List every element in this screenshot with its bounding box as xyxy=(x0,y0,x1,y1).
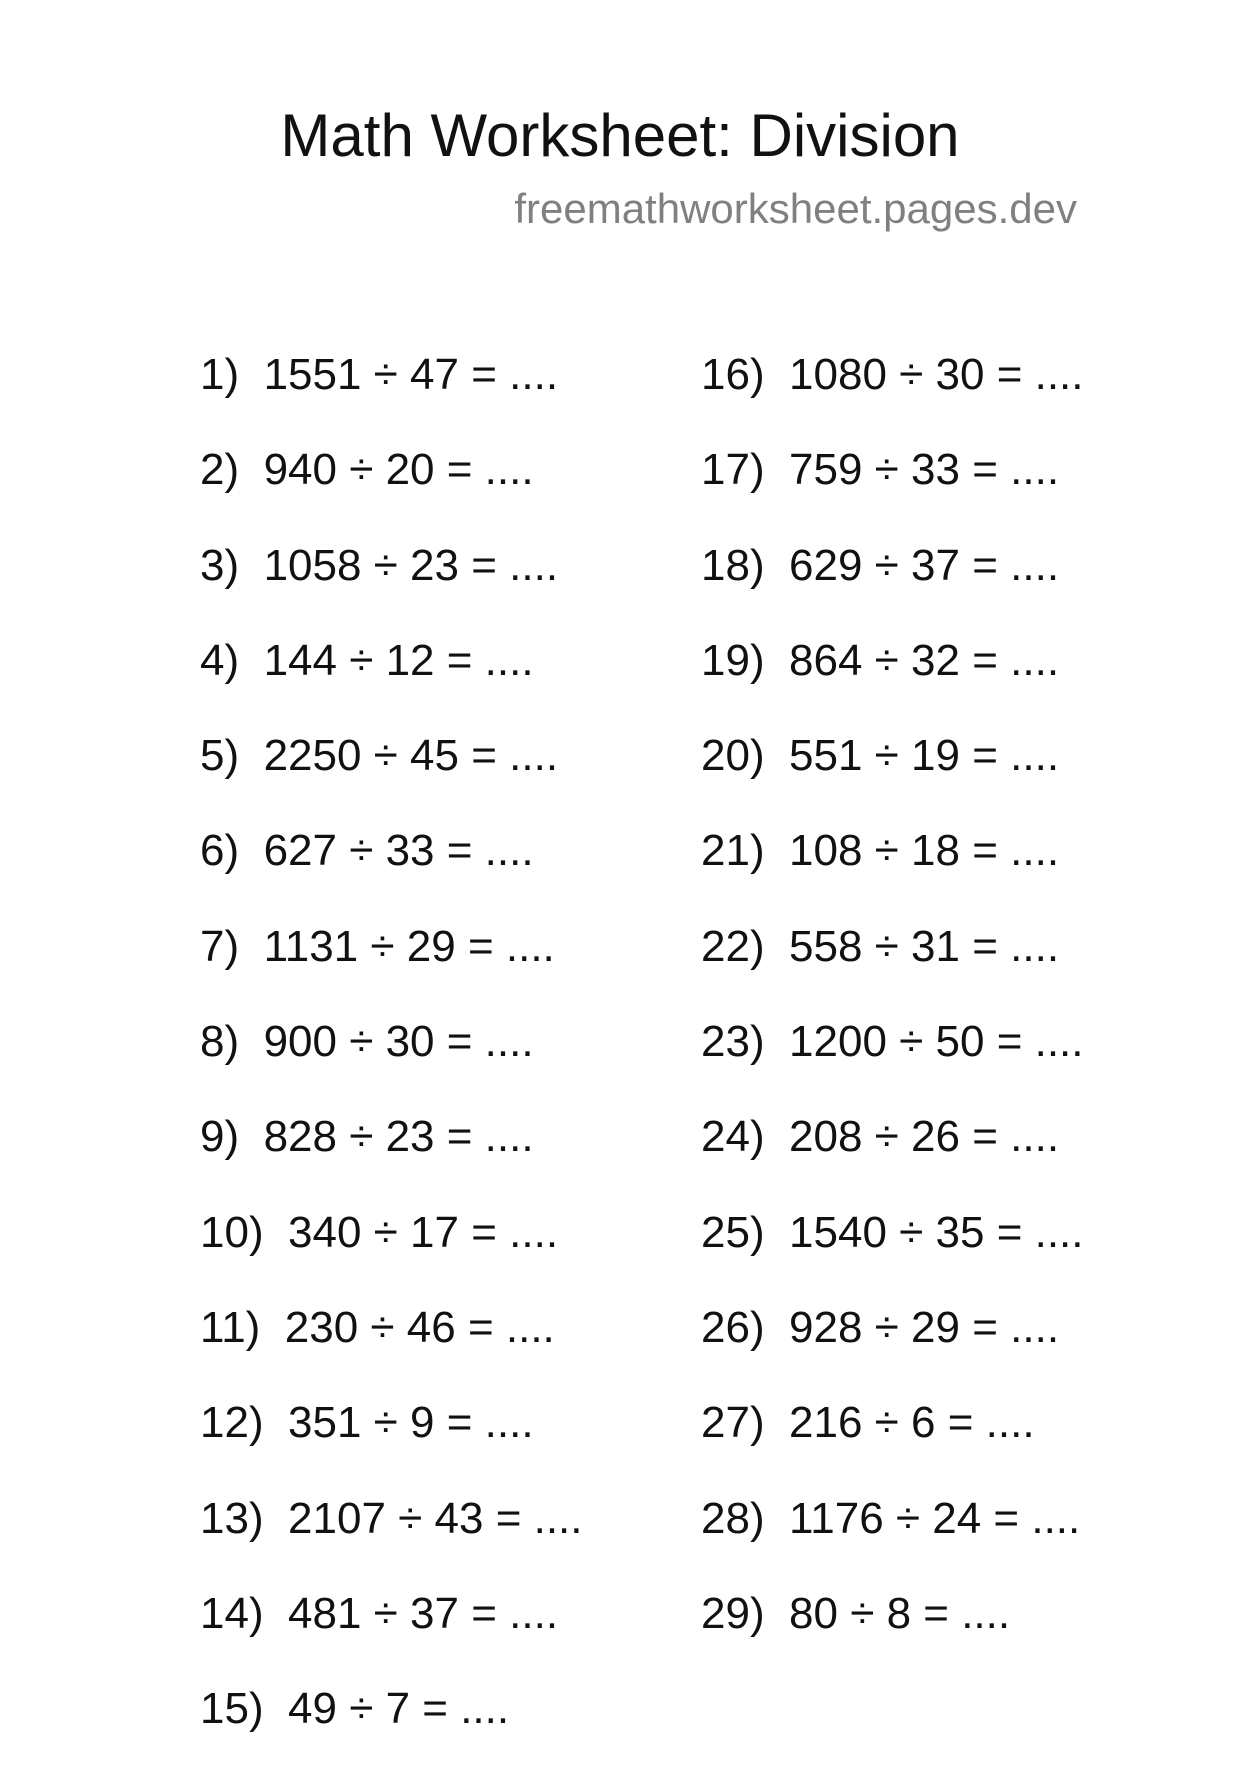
problem-item: 26) 928 ÷ 29 = .... xyxy=(701,1302,1060,1352)
problem-item: 20) 551 ÷ 19 = .... xyxy=(701,731,1060,781)
problem-item: 23) 1200 ÷ 50 = .... xyxy=(701,1017,1084,1067)
problem-item: 9) 828 ÷ 23 = .... xyxy=(200,1112,534,1162)
problem-item: 29) 80 ÷ 8 = .... xyxy=(701,1588,1011,1638)
problem-item: 24) 208 ÷ 26 = .... xyxy=(701,1112,1060,1162)
problem-item: 25) 1540 ÷ 35 = .... xyxy=(701,1207,1084,1257)
problem-item: 4) 144 ÷ 12 = .... xyxy=(200,635,534,685)
problem-item: 7) 1131 ÷ 29 = .... xyxy=(200,921,555,971)
problem-item: 27) 216 ÷ 6 = .... xyxy=(701,1398,1035,1448)
problem-item: 3) 1058 ÷ 23 = .... xyxy=(200,540,559,590)
problem-item: 1) 1551 ÷ 47 = .... xyxy=(200,350,559,399)
problem-item: 6) 627 ÷ 33 = .... xyxy=(200,826,534,876)
problem-item: 14) 481 ÷ 37 = .... xyxy=(200,1588,559,1638)
website-url: freemathworksheet.pages.dev xyxy=(514,185,1077,232)
problem-item: 8) 900 ÷ 30 = .... xyxy=(200,1017,534,1067)
problem-item: 11) 230 ÷ 46 = .... xyxy=(200,1302,555,1352)
problem-item: 13) 2107 ÷ 43 = .... xyxy=(200,1493,583,1543)
problem-list-left xyxy=(200,345,583,1774)
problem-item: 18) 629 ÷ 37 = .... xyxy=(701,540,1060,590)
problem-item: 16) 1080 ÷ 30 = .... xyxy=(701,350,1084,399)
page-title: Math Worksheet: Division xyxy=(280,102,960,169)
problem-item: 21) 108 ÷ 18 = .... xyxy=(701,826,1060,876)
problem-item: 22) 558 ÷ 31 = .... xyxy=(701,921,1060,971)
problem-item: 10) 340 ÷ 17 = .... xyxy=(200,1207,559,1257)
problem-list-right xyxy=(701,345,1084,1679)
problem-item: 19) 864 ÷ 32 = .... xyxy=(701,635,1060,685)
problem-item: 17) 759 ÷ 33 = .... xyxy=(701,445,1060,495)
problem-item: 2) 940 ÷ 20 = .... xyxy=(200,445,534,495)
problem-item: 5) 2250 ÷ 45 = .... xyxy=(200,731,559,781)
problem-item: 15) 49 ÷ 7 = .... xyxy=(200,1684,510,1734)
problem-item: 28) 1176 ÷ 24 = .... xyxy=(701,1493,1081,1543)
problem-item: 12) 351 ÷ 9 = .... xyxy=(200,1398,534,1448)
